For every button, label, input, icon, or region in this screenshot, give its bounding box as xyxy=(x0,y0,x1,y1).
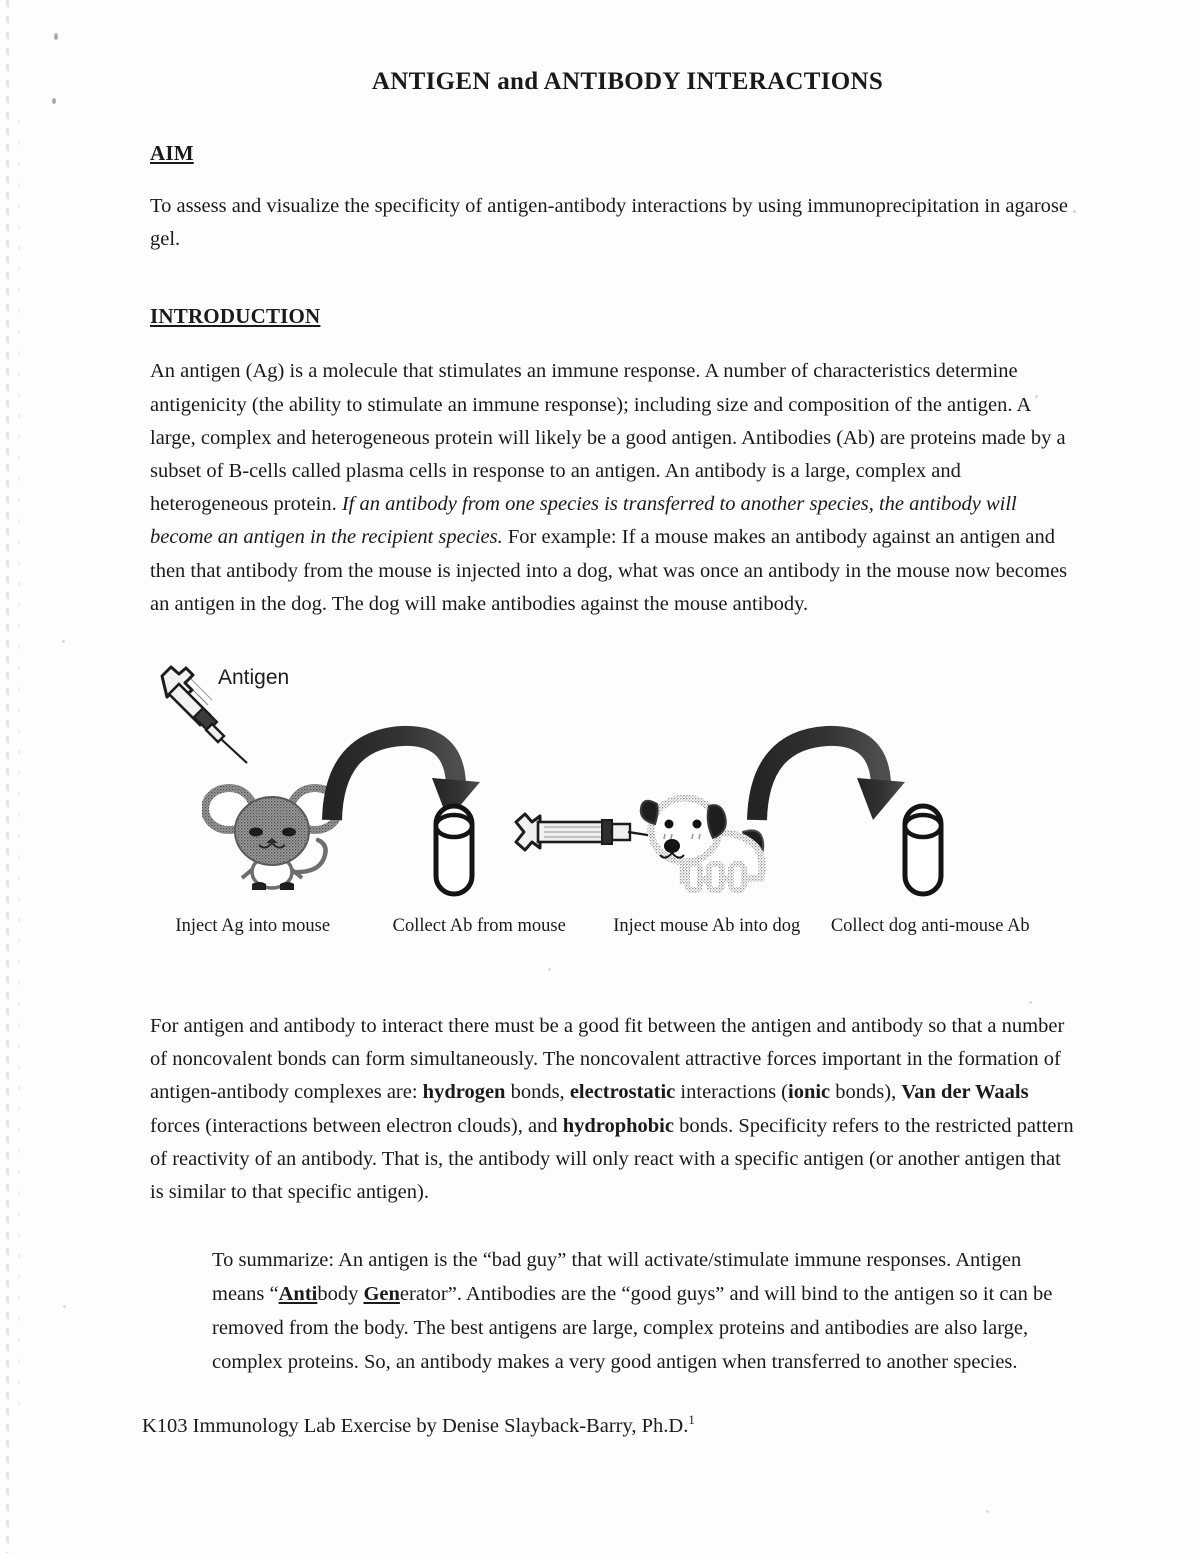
syringe-diagonal-icon xyxy=(148,656,258,766)
forces-text-1: For antigen and antibody to interact there must be a good fit between the antigen and antibody so that a number of noncovalent bonds can form simultaneously. The noncovalent attractive forces important in the formation of antigen-antibody complexes are: xyxy=(150,1015,1065,1104)
antigen-antibody-workflow-figure xyxy=(140,648,1040,958)
document-content-lower xyxy=(142,1010,1075,1438)
intro-text-part2: For example: If a mouse makes an antibody against an antigen and then that antibody from the mouse is injected into a dog, what was once an antibody in the mouse now becomes an antigen in the dog. The dog will make antibodies against the mouse antibody. xyxy=(150,526,1068,615)
scan-speck xyxy=(986,1510,989,1513)
term-van-der-waals: Van der Waals xyxy=(901,1081,1029,1104)
figure-caption-4: Collect dog anti-mouse Ab xyxy=(830,916,1030,936)
figure-captions-row xyxy=(140,916,1040,937)
scan-speck xyxy=(52,98,56,104)
scan-edge-artifact-secondary xyxy=(18,120,20,1420)
forces-paragraph xyxy=(150,1010,1075,1209)
figure-caption-1: Inject Ag into mouse xyxy=(175,916,331,936)
scan-speck xyxy=(62,640,65,643)
introduction-paragraph xyxy=(150,355,1075,621)
emphasis-anti: Anti xyxy=(278,1283,318,1306)
antigen-label: Antigen xyxy=(218,666,290,689)
forces-text-4: bonds), xyxy=(830,1081,902,1104)
scan-edge-artifact xyxy=(6,0,9,1553)
forces-text-5: forces (interactions between electron clouds), and xyxy=(150,1114,563,1137)
summary-text-2: body xyxy=(317,1283,364,1306)
intro-text-italic: If an antibody from one species is transferred to another species, the antibody will become an antigen in the recipient species. xyxy=(150,493,1017,549)
document-content xyxy=(150,0,1075,621)
forces-text-3: interactions ( xyxy=(675,1081,789,1104)
summary-text-1: To summarize: An antigen is the “bad guy” that will activate/stimulate immune responses. Antigen means “ xyxy=(212,1249,1022,1306)
section-heading-introduction: INTRODUCTION xyxy=(150,304,321,329)
summary-paragraph xyxy=(212,1243,1070,1379)
vial-icon xyxy=(897,800,949,900)
aim-paragraph: To assess and visualize the specificity of antigen-antibody interactions by using immunoprecipitation in agarose gel. xyxy=(150,195,1068,251)
scan-speck xyxy=(1029,1001,1032,1004)
page-title: ANTIGEN and ANTIBODY INTERACTIONS xyxy=(371,68,884,95)
scan-speck xyxy=(54,33,58,40)
footer-attribution xyxy=(142,1413,1075,1438)
scan-speck xyxy=(548,968,551,971)
summary-text-3: erator”. Antibodies are the “good guys” and will bind to the antigen so it can be removed from the body. The best antigens are large, complex proteins and antibodies are also large, complex proteins. So, an antibody makes a very good antigen when transferred to another species. xyxy=(212,1283,1053,1374)
intro-text-part1: An antigen (Ag) is a molecule that stimulates an immune response. A number of characteristics determine antigenicity (the ability to stimulate an immune response); including size and composition of the antigen. A large, complex and heterogeneous protein will likely be a good antigen. Antibodies (Ab) are proteins made by a subset of B-cells called plasma cells in response to an antigen. An antibody is a large, complex and heterogeneous protein. xyxy=(150,360,1066,516)
forces-text-2: bonds, xyxy=(505,1081,570,1104)
term-ionic: ionic xyxy=(788,1081,831,1104)
section-heading-aim: AIM xyxy=(150,141,194,165)
figure-caption-3: Inject mouse Ab into dog xyxy=(613,916,801,936)
emphasis-gen: Gen xyxy=(363,1283,400,1306)
term-electrostatic: electrostatic xyxy=(569,1081,676,1104)
figure-caption-2: Collect Ab from mouse xyxy=(392,916,566,936)
term-hydrogen: hydrogen xyxy=(422,1081,506,1104)
footer-text: K103 Immunology Lab Exercise by Denise Slayback-Barry, Ph.D. xyxy=(142,1415,689,1438)
curved-arrow-icon xyxy=(745,720,905,830)
footnote-marker: 1 xyxy=(688,1413,695,1428)
term-hydrophobic: hydrophobic xyxy=(562,1114,674,1137)
vial-icon xyxy=(428,800,480,900)
scan-speck xyxy=(63,1305,66,1308)
forces-text-6: bonds. Specificity refers to the restricted pattern of reactivity of an antibody. That is, the antibody will only react with a specific antigen (or another antigen that is similar to that specific antigen). xyxy=(150,1114,1074,1204)
